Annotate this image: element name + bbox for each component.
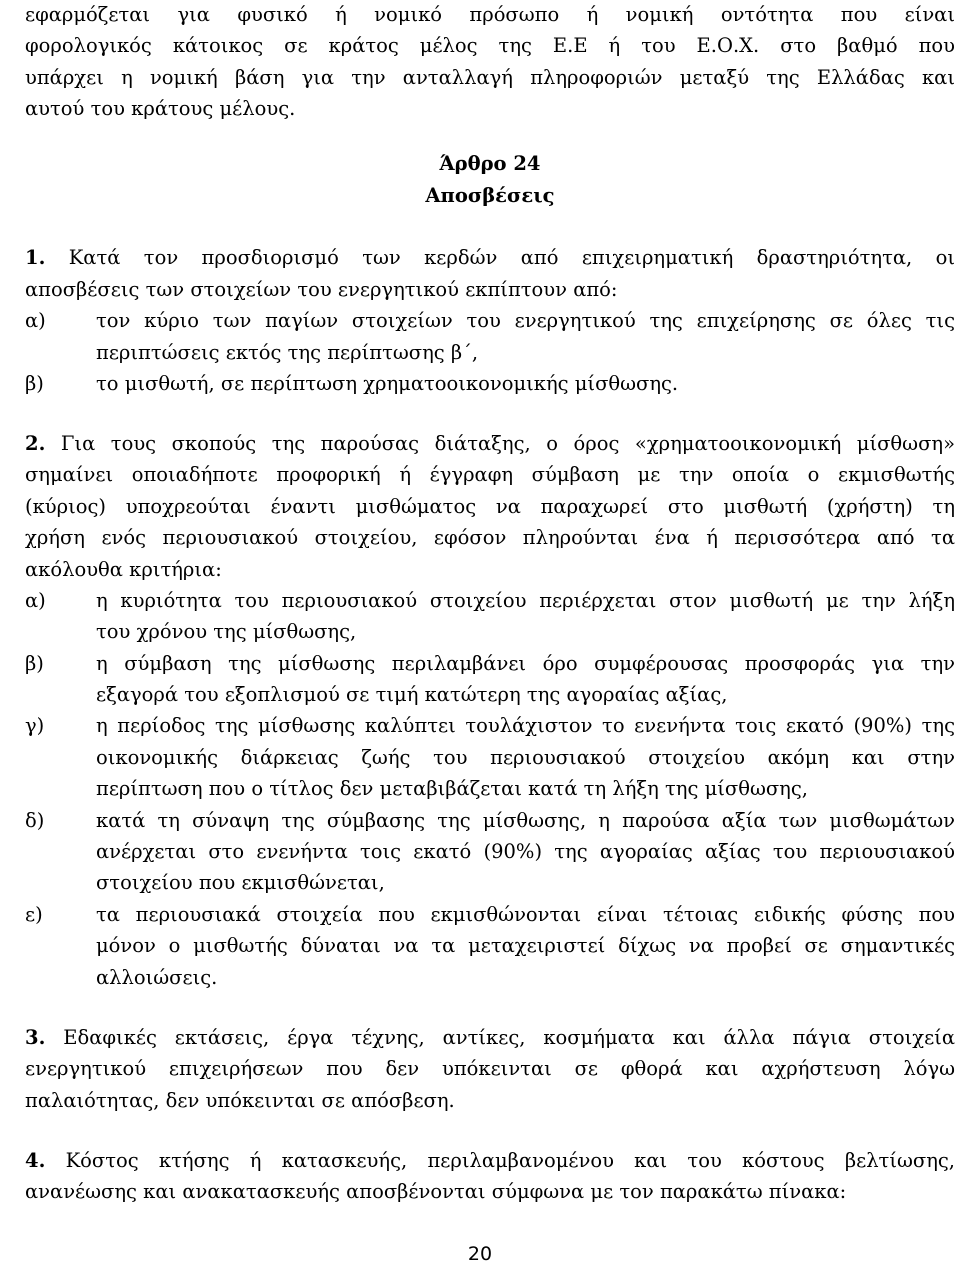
item-label: α) (25, 589, 46, 612)
item-line: αλλοιώσεις. (96, 966, 218, 989)
intro-line: αυτού του κράτους μέλους. (25, 97, 296, 120)
item-label: ε) (25, 903, 43, 926)
paragraph-3-first-line (25, 1023, 955, 1053)
paragraph-line: (κύριος) υποχρεούται έναντι μισθώματος να παραχωρεί στο μισθωτή (χρήστη) τη (25, 495, 955, 518)
item-line: τα περιουσιακά στοιχεία που εκμισθώνονται είναι τέτοιας ειδικής φύσης που (96, 903, 955, 926)
item-label: β) (25, 652, 44, 675)
item-line: του χρόνου της μίσθωσης, (96, 620, 357, 643)
intro-line: υπάρχει η νομική βάση για την ανταλλαγή πληροφοριών μεταξύ της Ελλάδας και (25, 66, 955, 89)
item-line: οικονομικής διάρκειας ζωής του περιουσιακού στοιχείου ακόμη και στην (96, 746, 955, 769)
paragraph-4-first-line (25, 1146, 955, 1176)
page-number: 20 (467, 1243, 493, 1265)
paragraph-line: ενεργητικού επιχειρήσεων που δεν υπόκεινται σε φθορά και αχρήστευση λόγω (25, 1057, 955, 1080)
article-title: Αποσβέσεις (425, 184, 555, 207)
paragraph-line: ακόλουθα κριτήρια: (25, 558, 222, 581)
paragraph-2-first-line (25, 429, 955, 459)
item-label: δ) (25, 809, 45, 832)
item-line: περίπτωση που ο τίτλος δεν μεταβιβάζεται κατά τη λήξη της μίσθωσης, (96, 777, 808, 800)
paragraph-line: παλαιότητας, δεν υπόκεινται σε απόσβεση. (25, 1089, 455, 1112)
item-line: τον κύριο των παγίων στοιχείων του ενεργητικού της επιχείρησης σε όλες τις (96, 309, 955, 332)
paragraph-line: χρήση ενός περιουσιακού στοιχείου, εφόσον πληρούνται ένα ή περισσότερα από τα (25, 526, 955, 549)
item-label: α) (25, 309, 46, 332)
paragraph-number: 1. (25, 246, 46, 269)
paragraph-text: Εδαφικές εκτάσεις, έργα τέχνης, αντίκες, κοσμήματα και άλλα πάγια στοιχεία (63, 1026, 955, 1049)
paragraph-text: Κατά τον προσδιορισμό των κερδών από επιχειρηματική δραστηριότητα, οι (68, 246, 955, 269)
paragraph-line: αποσβέσεις των στοιχείων του ενεργητικού εκπίπτουν από: (25, 278, 618, 301)
item-line: κατά τη σύναψη της σύμβασης της μίσθωσης, η παρούσα αξία των μισθωμάτων (96, 809, 955, 832)
intro-line: εφαρμόζεται για φυσικό ή νομικό πρόσωπο ή νομική οντότητα που είναι (25, 3, 955, 26)
item-label: β) (25, 372, 44, 395)
article-number: Άρθρο 24 (439, 152, 541, 175)
item-line: περιπτώσεις εκτός της περίπτωσης β΄, (96, 341, 479, 364)
paragraph-number: 3. (25, 1026, 46, 1049)
paragraph-1-first-line (25, 243, 955, 273)
item-line: εξαγορά του εξοπλισμού σε τιμή κατώτερη της αγοραίας αξίας, (96, 683, 728, 706)
item-line: μόνον ο μισθωτής δύναται να τα μεταχειριστεί δίχως να προβεί σε σημαντικές (96, 934, 955, 957)
paragraph-number: 2. (25, 432, 46, 455)
intro-line: φορολογικός κάτοικος σε κράτος μέλος της Ε.Ε ή του Ε.Ο.Χ. στο βαθμό που (25, 34, 955, 57)
item-label: γ) (25, 714, 45, 737)
item-line: η κυριότητα του περιουσιακού στοιχείου περιέρχεται στον μισθωτή με την λήξη (96, 589, 955, 612)
paragraph-text: Κόστος κτήσης ή κατασκευής, περιλαμβανομένου και του κόστους βελτίωσης, (65, 1149, 955, 1172)
paragraph-text: Για τους σκοπούς της παρούσας διάταξης, ο όρος «χρηματοοικονομική μίσθωση» (60, 432, 955, 455)
paragraph-line: σημαίνει οποιαδήποτε προφορική ή έγγραφη σύμβαση με την οποία ο εκμισθωτής (25, 463, 955, 486)
paragraph-number: 4. (25, 1149, 46, 1172)
item-line: η περίοδος της μίσθωσης καλύπτει τουλάχιστον το ενενήντα τοις εκατό (90%) της (96, 714, 955, 737)
item-line: η σύμβαση της μίσθωσης περιλαμβάνει όρο συμφέρουσας προσφοράς για την (96, 652, 955, 675)
item-line: ανέρχεται στο ενενήντα τοις εκατό (90%) της αγοραίας αξίας του περιουσιακού (96, 840, 955, 863)
item-line: στοιχείου που εκμισθώνεται, (96, 871, 385, 894)
item-line: το μισθωτή, σε περίπτωση χρηματοοικονομικής μίσθωσης. (96, 372, 679, 395)
paragraph-line: ανανέωσης και ανακατασκευής αποσβένονται σύμφωνα με τον παρακάτω πίνακα: (25, 1180, 847, 1203)
